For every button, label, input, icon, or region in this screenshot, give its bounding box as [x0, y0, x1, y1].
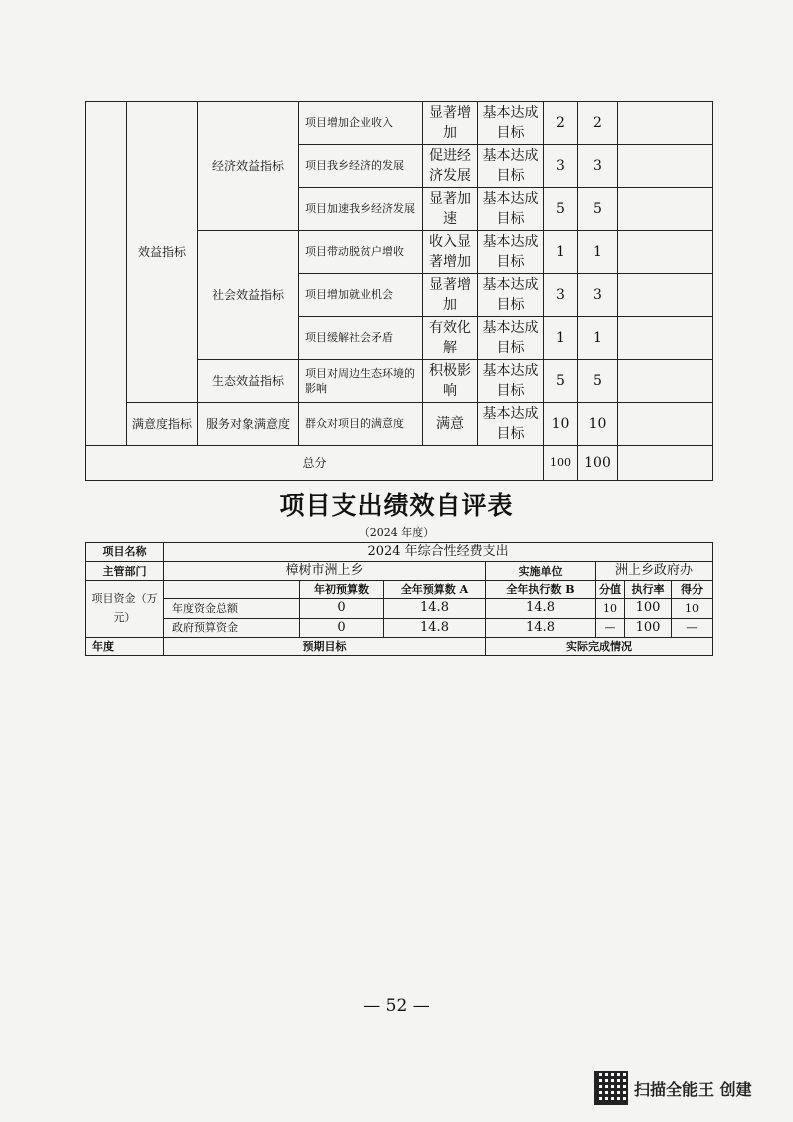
expenditure-self-evaluation-table — [85, 542, 713, 656]
third-level-social: 社会效益指标 — [198, 231, 299, 360]
indicator-target: 满意 — [423, 403, 478, 446]
indicator-weight: 2 — [544, 102, 578, 145]
indicator-remark — [618, 360, 713, 403]
impl-label: 实施单位 — [486, 562, 596, 581]
impl-value: 洲上乡政府办 — [596, 562, 713, 581]
indicator-target: 显著加速 — [423, 188, 478, 231]
fund-points: — — [596, 618, 625, 637]
indicator-target: 促进经济发展 — [423, 145, 478, 188]
second-level-satisfaction: 满意度指标 — [127, 403, 198, 446]
indicator-score: 2 — [578, 102, 618, 145]
indicator-weight: 10 — [544, 403, 578, 446]
indicator-weight: 3 — [544, 274, 578, 317]
indicator-actual: 基本达成目标 — [478, 274, 544, 317]
third-level-service-satisfaction: 服务对象满意度 — [198, 403, 299, 446]
indicator-remark — [618, 188, 713, 231]
fund-initial: 0 — [300, 618, 384, 637]
indicator-score: 3 — [578, 145, 618, 188]
dept-value: 樟树市洲上乡 — [164, 562, 486, 581]
indicator-name: 群众对项目的满意度 — [299, 403, 423, 446]
first-level-indicator-cell — [86, 102, 127, 446]
indicator-remark — [618, 231, 713, 274]
year-label: 年度 — [86, 637, 164, 655]
indicator-name: 项目我乡经济的发展 — [299, 145, 423, 188]
project-name-value: 2024 年综合性经费支出 — [164, 543, 713, 562]
indicator-remark — [618, 403, 713, 446]
indicator-name: 项目带动脱贫户增收 — [299, 231, 423, 274]
indicator-name: 项目增加企业收入 — [299, 102, 423, 145]
fund-score: 10 — [672, 599, 713, 618]
indicator-remark — [618, 317, 713, 360]
fund-points: 10 — [596, 599, 625, 618]
indicator-score: 1 — [578, 317, 618, 360]
indicator-score: 10 — [578, 403, 618, 446]
indicator-actual: 基本达成目标 — [478, 317, 544, 360]
indicator-actual: 基本达成目标 — [478, 360, 544, 403]
indicator-score: 5 — [578, 188, 618, 231]
fund-initial: 0 — [300, 599, 384, 618]
fund-annual: 14.8 — [384, 618, 486, 637]
indicator-name: 项目增加就业机会 — [299, 274, 423, 317]
fund-label: 项目资金（万元） — [86, 581, 164, 637]
fund-row-label: 政府预算资金 — [164, 618, 300, 637]
indicator-target: 积极影响 — [423, 360, 478, 403]
fund-row-label: 年度资金总额 — [164, 599, 300, 618]
indicator-name: 项目缓解社会矛盾 — [299, 317, 423, 360]
indicator-actual: 基本达成目标 — [478, 145, 544, 188]
indicator-weight: 1 — [544, 231, 578, 274]
indicator-weight: 5 — [544, 360, 578, 403]
indicator-name: 项目对周边生态环境的影响 — [299, 360, 423, 403]
page-number: — 52 — — [363, 996, 430, 1016]
indicator-actual: 基本达成目标 — [478, 403, 544, 446]
total-label: 总分 — [86, 446, 544, 481]
header-score: 得分 — [672, 581, 713, 599]
second-level-indicator-benefit: 效益指标 — [127, 102, 198, 403]
total-weight: 100 — [544, 446, 578, 481]
third-level-economic: 经济效益指标 — [198, 102, 299, 231]
header-points: 分值 — [596, 581, 625, 599]
fund-rate: 100 — [625, 599, 672, 618]
qr-code-icon — [594, 1071, 628, 1105]
third-level-ecological: 生态效益指标 — [198, 360, 299, 403]
fund-rate: 100 — [625, 618, 672, 637]
header-initial: 年初预算数 — [300, 581, 384, 599]
fund-header-blank — [164, 581, 300, 599]
indicator-weight: 5 — [544, 188, 578, 231]
project-name-label: 项目名称 — [86, 543, 164, 562]
indicator-name: 项目加速我乡经济发展 — [299, 188, 423, 231]
indicator-score: 5 — [578, 360, 618, 403]
indicator-remark — [618, 145, 713, 188]
indicator-weight: 3 — [544, 145, 578, 188]
indicator-target: 收入显著增加 — [423, 231, 478, 274]
fund-exec: 14.8 — [486, 599, 596, 618]
indicator-actual: 基本达成目标 — [478, 102, 544, 145]
indicator-remark — [618, 274, 713, 317]
scanner-watermark — [594, 1071, 752, 1105]
header-annual: 全年预算数 A — [384, 581, 486, 599]
indicator-target: 显著增加 — [423, 274, 478, 317]
indicator-target: 显著增加 — [423, 102, 478, 145]
total-remark — [618, 446, 713, 481]
page-title: 项目支出绩效自评表 — [279, 491, 514, 520]
performance-indicator-table — [85, 101, 713, 481]
indicator-score: 3 — [578, 274, 618, 317]
header-rate: 执行率 — [625, 581, 672, 599]
expected-label: 预期目标 — [164, 637, 486, 655]
indicator-score: 1 — [578, 231, 618, 274]
indicator-remark — [618, 102, 713, 145]
fund-score: — — [672, 618, 713, 637]
indicator-actual: 基本达成目标 — [478, 188, 544, 231]
dept-label: 主管部门 — [86, 562, 164, 581]
indicator-target: 有效化解 — [423, 317, 478, 360]
fund-annual: 14.8 — [384, 599, 486, 618]
indicator-actual: 基本达成目标 — [478, 231, 544, 274]
total-score: 100 — [578, 446, 618, 481]
actual-label: 实际完成情况 — [486, 637, 713, 655]
fund-exec: 14.8 — [486, 618, 596, 637]
indicator-weight: 1 — [544, 317, 578, 360]
header-exec: 全年执行数 B — [486, 581, 596, 599]
year-note: （2024 年度） — [358, 526, 435, 539]
watermark-text: 扫描全能王 创建 — [634, 1079, 752, 1099]
